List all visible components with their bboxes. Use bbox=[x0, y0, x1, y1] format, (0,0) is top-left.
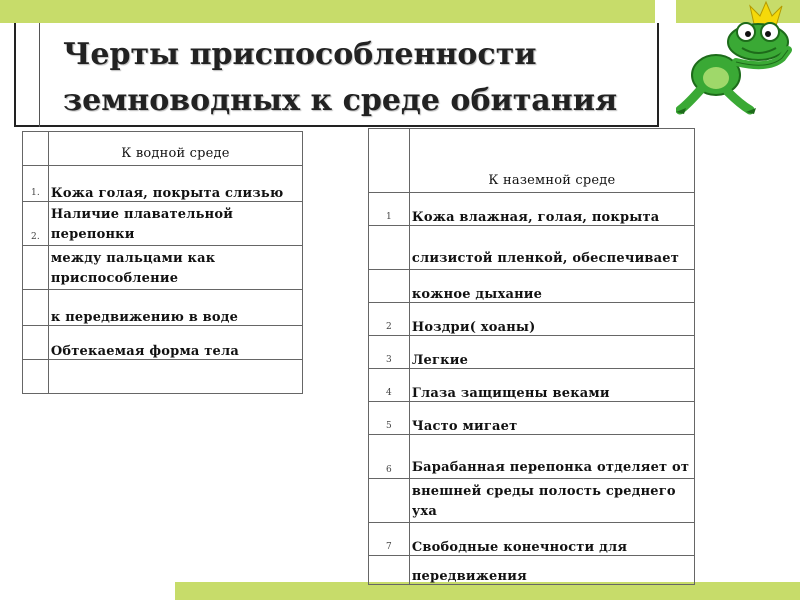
table-row bbox=[369, 479, 695, 523]
table-row bbox=[369, 369, 695, 402]
table-row bbox=[369, 193, 695, 226]
row-text bbox=[48, 360, 302, 394]
row-number: 2 bbox=[369, 303, 410, 336]
row-text: между пальцами как приспособление bbox=[48, 246, 302, 290]
table-row bbox=[23, 290, 303, 326]
row-text: Обтекаемая форма тела bbox=[48, 326, 302, 360]
table-row bbox=[369, 523, 695, 556]
table-row bbox=[369, 226, 695, 270]
table-row bbox=[369, 336, 695, 369]
table-row bbox=[369, 402, 695, 435]
table-row bbox=[23, 360, 303, 394]
row-text: Ноздри( хоаны) bbox=[409, 303, 694, 336]
row-number: 3 bbox=[369, 336, 410, 369]
row-number bbox=[23, 326, 49, 360]
row-number bbox=[369, 556, 410, 585]
row-text: Свободные конечности для bbox=[409, 523, 694, 556]
row-number: 7 bbox=[369, 523, 410, 556]
table-row bbox=[369, 556, 695, 585]
row-number: 6 bbox=[369, 435, 410, 479]
land-adaptations-table bbox=[368, 128, 695, 585]
row-number bbox=[23, 246, 49, 290]
table-row bbox=[23, 246, 303, 290]
row-text: кожное дыхание bbox=[409, 270, 694, 303]
row-text: Кожа голая, покрыта слизью bbox=[48, 166, 302, 202]
table-row bbox=[369, 435, 695, 479]
row-text: Барабанная перепонка отделяет от bbox=[409, 435, 694, 479]
row-number bbox=[369, 479, 410, 523]
row-number: 1. bbox=[23, 166, 49, 202]
header-num-cell bbox=[23, 132, 49, 166]
water-header: К водной среде bbox=[48, 132, 302, 166]
row-text: Наличие плавательной перепонки bbox=[48, 202, 302, 246]
row-number: 4 bbox=[369, 369, 410, 402]
row-number bbox=[23, 290, 49, 326]
row-text: передвижения bbox=[409, 556, 694, 585]
land-header: К наземной среде bbox=[409, 129, 694, 193]
table-row bbox=[369, 303, 695, 336]
table-header-row bbox=[369, 129, 695, 193]
top-accent-bar bbox=[0, 0, 655, 23]
table-row bbox=[23, 166, 303, 202]
row-number bbox=[369, 270, 410, 303]
header-num-cell bbox=[369, 129, 410, 193]
row-text: внешней среды полость среднего уха bbox=[409, 479, 694, 523]
title-divider bbox=[39, 23, 40, 127]
table-row bbox=[23, 202, 303, 246]
row-number bbox=[369, 226, 410, 270]
table-row bbox=[23, 326, 303, 360]
table-header-row bbox=[23, 132, 303, 166]
table-row bbox=[369, 270, 695, 303]
water-adaptations-table bbox=[22, 131, 303, 394]
row-text: Легкие bbox=[409, 336, 694, 369]
row-text: к передвижению в воде bbox=[48, 290, 302, 326]
row-number: 1 bbox=[369, 193, 410, 226]
slide-title: Черты приспособленности земноводных к среде обитания bbox=[63, 37, 618, 118]
row-number: 5 bbox=[369, 402, 410, 435]
row-number bbox=[23, 360, 49, 394]
row-text: Глаза защищены веками bbox=[409, 369, 694, 402]
row-text: Часто мигает bbox=[409, 402, 694, 435]
row-text: слизистой пленкой, обеспечивает bbox=[409, 226, 694, 270]
row-number: 2. bbox=[23, 202, 49, 246]
row-text: Кожа влажная, голая, покрыта bbox=[409, 193, 694, 226]
frog-prince-icon bbox=[676, 0, 800, 118]
